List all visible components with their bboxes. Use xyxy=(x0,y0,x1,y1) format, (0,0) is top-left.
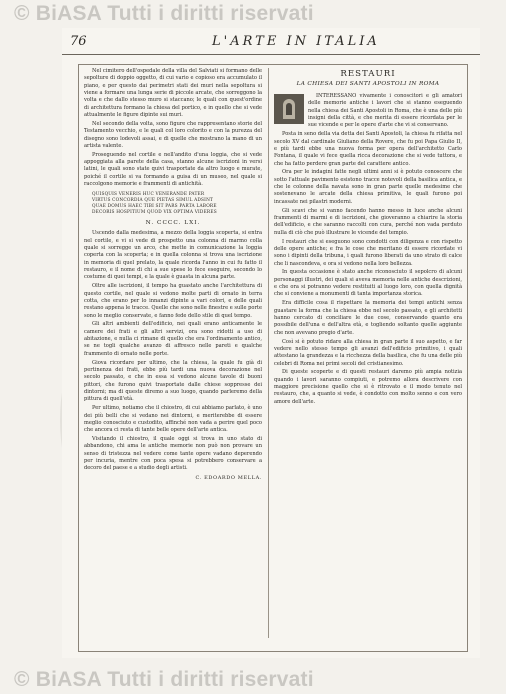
paragraph: Proseguendo nel cortile e nell'andito d'una loggia, che si vede appoggiata alla parete della casa, stanno alcune iscrizioni in versi latini, le quali sono state quivi trasportate da altro luogo e murate, poiché il cortile si va formando a guisa di un museo, nel quale si raccolgono memorie e frammenti di antichità. xyxy=(84,151,262,188)
running-title: L'ARTE IN ITALIA xyxy=(212,34,380,49)
paragraph: Di queste scoperte e di questi restauri daremo più ampia notizia quando i lavori saranno compiuti, e potremo allora descrivere con maggiore precisione quello che si è ritrovato e il modo tenuto nel restauro, che, a quanto si vede, è condotto con molto senno e con vero amore dell'arte. xyxy=(274,369,462,405)
article-signature: C. EDOARDO MELLA. xyxy=(195,474,262,481)
poem-line: VIRTUS CONCORDIA QUE PIETAS SIMUL ADSINT xyxy=(92,197,214,203)
document-page xyxy=(62,28,480,658)
paragraph: I restauri che si eseguono sono condotti con diligenza e con rispetto delle opere antiche; e fra le cose che meritano di essere ricordate vi sono i dipinti della tribuna, i quali furono liberati da uno strato di calce che li nascondeva, e ora si vedono nella loro bellezza. xyxy=(274,238,462,267)
paragraph: Per ultimo, notiamo che il chiostro, di cui abbiamo parlato, è uno dei più belli che si vedano nei dintorni, e meriterebbe di essere meglio conosciuto e custodito, affinché non vada a perire quel poco che ancora ci resta di tante belle opere dell'arte antica. xyxy=(84,405,262,434)
paragraph: Gli altri ambienti dell'edificio, nei quali erano anticamente le camere dei frati e gli altri servizi, ora sono ridotti a uso di abitazione, e nulla ci rimane di quello che era l'ordinamento antico, se ne togli qualche avanzo di affresco nelle pareti e qualche frammento di ornato nelle porte. xyxy=(84,321,262,357)
right-column xyxy=(274,68,462,640)
inscription-year: N. CCCC. LXI. xyxy=(145,220,201,227)
watermark-top: © BiASA Tutti i diritti riservati xyxy=(14,2,314,25)
page-header xyxy=(62,34,480,54)
paragraph: Posta in seno della via detta dei Santi Apostoli, la chiesa fu rifatta nel secolo XV dal cardinale Giuliano della Rovere, che fu poi Papa Giulio II, e più tardi ebbe una nuova forma per opera dell'architetto Carlo Fontana, il quale vi fece quella ricca decorazione che si vede tuttora, e che ha fatto perdere gran parte del carattere antico. xyxy=(274,131,462,167)
paragraph: Oltre alle iscrizioni, il tempo ha guastato anche l'architettura di questo cortile, nel quale si vedono molte parti di ornato in terra cotta, che erano per lo innanzi dipinte a vari colori, e delle quali restano appena le tracce. Quelle che sono nelle finestre e sulle porte sono le meglio conservate, e fanno fede dello stile di quel tempo. xyxy=(84,283,262,319)
paragraph: Nel cimitero dell'ospedale della villa del Salviati si formano delle sepolture di doppio oggetto, di cui vario e copioso era accumulato il piano, e per questo dai perimetri stati dei muri nella sepoltura si viene a formare una lunga serie di piccole arcate, che sorreggono la volta e che dallo stesso muro si staccano; le quali con quest'ordine di architettura formano la chiesa del portico, e in quello che si vede attualmente le figure dipinte sui muri. xyxy=(84,68,262,119)
paragraph: INTERESSANO vivamente i conoscitori e gli amatori delle memorie antiche i lavori che si stanno eseguendo nella chiesa dei Santi Apostoli in Roma, che è una delle più insigni della città, e che merita di essere ricordata per le sue vicende e per le opere d'arte che vi si conservano. xyxy=(308,93,462,129)
column-divider xyxy=(268,68,269,638)
paragraph-group-b xyxy=(84,230,262,473)
paragraph: Gli scavi che si vanno facendo hanno messo in luce anche alcuni frammenti di marmi e di iscrizioni, che gioveranno a chiarire la storia dell'edificio, e che saranno raccolti con cura, perché non vada perduto nulla di ciò che può illustrare le vicende del tempio. xyxy=(274,207,462,236)
church-illustration xyxy=(274,94,304,124)
paragraph: Ora per le indagini fatte negli ultimi anni si è potuto conoscere che sotto l'attuale pavimento esistono tracce notevoli della basilica antica, e che le colonne della navata sono in gran parte quelle medesime che sostenevano le arcate della chiesa primitiva, le quali furono poi incassate nei pilastri moderni. xyxy=(274,169,462,205)
page-number: 76 xyxy=(70,34,87,49)
left-column xyxy=(84,68,262,640)
section-title: RESTAURI xyxy=(340,69,396,79)
paragraph: Visitando il chiostro, il quale oggi si trova in uno stato di abbandono, chi ama le antiche memorie non può non provare un senso di tristezza nel vedere come tante opere vadano deperendo per incuria, mentre con poca spesa si potrebbero conservare a decoro del paese e a studio degli artisti. xyxy=(84,436,262,472)
paragraph: Uscendo dalla medesima, a mezzo della loggia scoperta, si entra nel cortile, e vi si vede di prospetto una colonna di marmo colla quale si sorregge un arco, che mette in comunicazione la loggia coperta con la scoperta; e in quella colonna si trova una iscrizione in memoria di quel prelato, la quale ricorda l'anno in cui fu fatto il restauro, e il nome di chi a sue spese lo fece eseguire, secondo lo costume di quei tempi, e la quale è guasta in alcuna parte. xyxy=(84,230,262,281)
inscription-poem xyxy=(92,192,262,217)
section-subtitle: LA CHIESA DEI SANTI APOSTOLI IN ROMA xyxy=(296,81,440,87)
paragraph: Nel secondo della volta, sono figure che rappresentano storie del Testamento vecchio, e le quali col loro colorito e con la purezza del disegno sono lodevoli assai, e di quelle che mostrano la mano di un artista valente. xyxy=(84,120,262,149)
paragraph: Giova ricordare per ultimo, che la chiesa, la quale fu già di pertinenza dei frati, ebbe più tardi una nuova decorazione nel secolo passato, e che in essa si vedono alcune tavole di buoni pittori, che furono quivi trasportate dalle chiese soppresse dei dintorni; ma di queste diremo a suo luogo, quando parleremo della pittura di quell'età. xyxy=(84,359,262,403)
poem-line: QUAE DOMUS HAEC TIBI SIT PARS PARTA LABORE xyxy=(92,203,217,209)
paragraph-group-right xyxy=(274,93,462,406)
arch-opening xyxy=(286,103,292,115)
poem-line: DECORIS HOSPITIUM QUOD VIX OPTIMA VIDERES xyxy=(92,210,217,216)
paragraph-group-a xyxy=(84,68,262,189)
paragraph: Così si è potuto ridare alla chiesa in gran parte il suo aspetto, e far vedere nello stesso tempo gli avanzi dell'edificio primitivo, i quali attestano la grandezza e la ricchezza della basilica, che fu una delle più celebri di Roma nei primi secoli del cristianesimo. xyxy=(274,338,462,367)
paragraph: In questa occasione è stato anche riconosciuto il sepolcro di alcuni personaggi illustri, dei quali si aveva memoria nelle antiche descrizioni, e che ora si potranno vedere restituiti al luogo loro, con quella dignità che si conviene a monumenti di tanta importanza storica. xyxy=(274,269,462,298)
header-rule xyxy=(62,54,480,55)
paragraph: Era difficile cosa il rispettare la memoria dei tempi antichi senza guastare la forma che la chiesa ebbe nel secolo passato, e gli architetti hanno cercato di conciliare le due cose, conservando quanto era possibile dell'una e dell'altra età, e togliendo soltanto quelle aggiunte che non avevano pregio d'arte. xyxy=(274,300,462,336)
poem-line: QUISQUIS VENERIS HUC VENERANDE PATER xyxy=(92,191,205,197)
watermark-bottom: © BiASA Tutti i diritti riservati xyxy=(14,668,314,691)
